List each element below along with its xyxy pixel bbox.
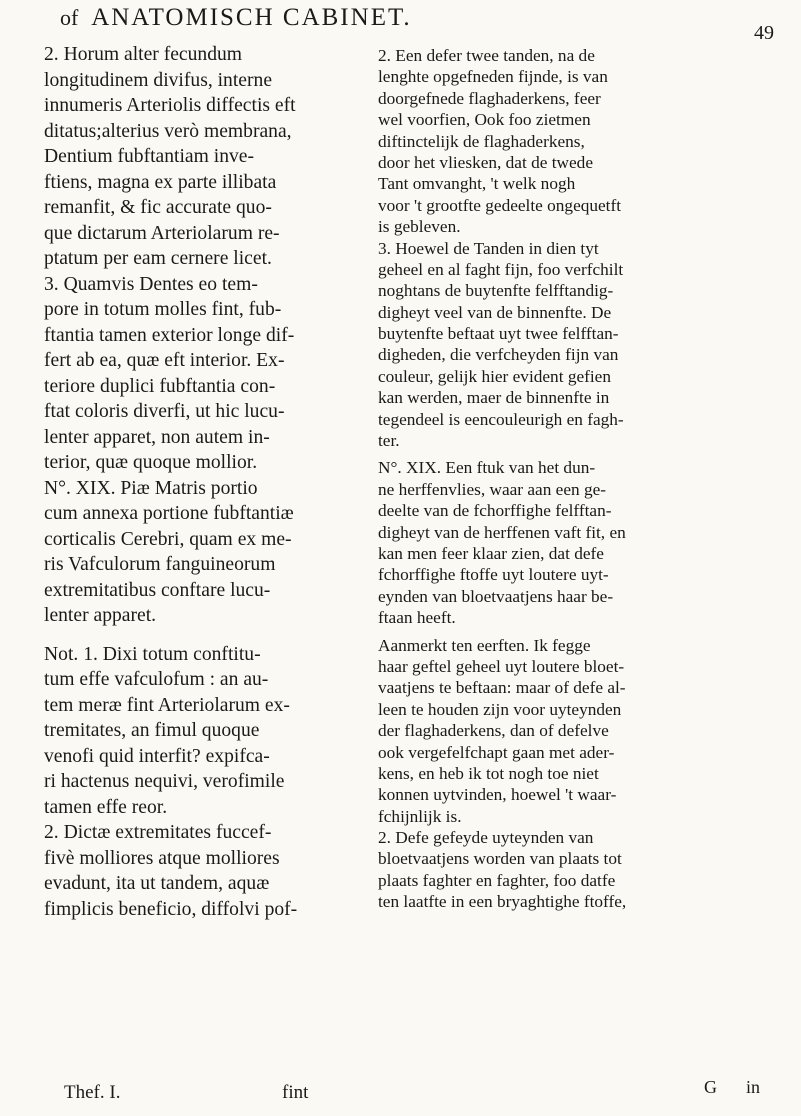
text-line: leen te houden zijn voor uyteynden — [378, 699, 622, 719]
dutch-paragraph — [378, 827, 763, 913]
text-line: digheyt van de herffenen vaft fit, en — [378, 522, 626, 542]
text-line: fchorffighe ftoffe uyt loutere uyt- — [378, 565, 609, 585]
text-line: tem meræ fint Arteriolarum ex- — [44, 694, 290, 716]
paragraph-gap — [44, 629, 366, 642]
text-line: plaats faghter en faghter, foo datfe — [378, 870, 616, 890]
text-line: konnen uytvinden, hoewel 't waar- — [378, 785, 617, 805]
text-line: longitudinem divifus, interne — [44, 69, 273, 91]
text-line: innumeris Arteriolis diffectis eft — [44, 95, 296, 116]
text-line: geheel en al faght fijn, foo verfchilt — [378, 259, 624, 279]
text-line: buytenfte beftaat uyt twee felfftan- — [378, 324, 619, 344]
text-line: Tant omvanght, 't welk nogh — [378, 174, 576, 194]
text-line: 2. Defe gefeyde uyteynden van — [378, 828, 594, 848]
text-line: 3. Quamvis Dentes eo tem- — [44, 273, 258, 295]
dutch-paragraph — [378, 238, 763, 452]
latin-paragraph — [44, 42, 366, 272]
text-line: ftat coloris diverfi, ut hic lucu- — [44, 401, 285, 422]
text-line: ditatus;alterius verò membrana, — [44, 120, 292, 142]
text-line: ftaan heeft. — [378, 608, 456, 628]
page-number: 49 — [754, 22, 774, 44]
text-line: ftantia tamen exterior longe dif- — [44, 324, 295, 346]
text-line: remanfit, & fic accurate quo- — [44, 197, 272, 218]
text-line: corticalis Cerebri, quam ex me- — [44, 528, 292, 550]
text-line: fivè molliores atque molliores — [44, 847, 280, 869]
signature-mark: G — [704, 1077, 717, 1097]
text-line: fert ab ea, quæ eft interior. Ex- — [44, 350, 285, 371]
signature-mark: Thef. I. — [64, 1082, 121, 1103]
text-line: Dentium fubftantiam inve- — [44, 146, 255, 167]
text-line: voor 't grootfte gedeelte ongequetft — [378, 195, 622, 215]
dutch-paragraph — [378, 457, 763, 628]
text-line: diftinctelijk de flaghaderkens, — [378, 131, 585, 151]
text-line: 2. Dictæ extremitates fuccef- — [44, 822, 272, 843]
dutch-paragraph — [378, 45, 763, 238]
text-line: haar geftel geheel uyt loutere bloet- — [378, 656, 625, 676]
text-line: tremitates, an fimul quoque — [44, 720, 260, 741]
text-line: ris Vafculorum fanguineorum — [44, 554, 276, 575]
text-line: evadunt, ita ut tandem, aquæ — [44, 873, 270, 894]
running-head-prefix: of — [60, 5, 79, 30]
text-line: wel voorfien, Ook foo zietmen — [378, 110, 591, 130]
text-line: terior, quæ quoque mollior. — [44, 452, 258, 473]
text-line: teriore duplici fubftantia con- — [44, 375, 276, 397]
text-line: tamen effe reor. — [44, 796, 168, 818]
text-line: ri hactenus nequivi, verofimile — [44, 771, 285, 792]
text-line: cum annexa portione fubftantiæ — [44, 503, 294, 524]
text-line: door het vliesken, dat de twede — [378, 152, 593, 172]
text-line: 3. Hoewel de Tanden in dien tyt — [378, 238, 599, 258]
text-line: fimplicis beneficio, diffolvi pof- — [44, 898, 298, 920]
text-line: noghtans de buytenfte felfftandig- — [378, 281, 614, 301]
text-line: extremitatibus conftare lucu- — [44, 579, 271, 601]
text-line: N°. XIX. Piæ Matris portio — [44, 477, 258, 499]
text-line: venofi quid interfit? expifca- — [44, 745, 270, 767]
text-line: fchijnlijk is. — [378, 806, 462, 826]
latin-paragraph — [44, 272, 366, 476]
text-line: digheden, die verfcheyden fijn van — [378, 345, 619, 365]
latin-paragraph — [44, 476, 366, 629]
text-line: tum effe vafculofum : an au- — [44, 669, 269, 690]
text-line: kens, en heb ik tot nogh toe niet — [378, 763, 599, 783]
text-line: kan men feer klaar zien, dat defe — [378, 543, 604, 563]
text-line: lenter apparet. — [44, 605, 157, 626]
text-line: que dictarum Arteriolarum re- — [44, 222, 280, 244]
text-line: lenghte opgefneden fijnde, is van — [378, 67, 608, 87]
text-line: tegendeel is eencouleurigh en fagh- — [378, 409, 624, 429]
text-line: ftiens, magna ex parte illibata — [44, 171, 277, 193]
text-line: der flaghaderkens, dan of defelve — [378, 721, 609, 741]
text-line: ter. — [378, 431, 400, 451]
text-line: ne herffenvlies, waar aan een ge- — [378, 479, 607, 499]
running-head-title: ANATOMISCH CABINET. — [91, 4, 412, 31]
text-line: couleur, gelijk hier evident gefien — [378, 366, 611, 386]
text-line: pore in totum molles fint, fub- — [44, 299, 282, 320]
text-line: ook vergefelfchapt gaan met ader- — [378, 742, 615, 762]
text-line: bloetvaatjens worden van plaats tot — [378, 849, 622, 869]
text-line: kan werden, maer de binnenfte in — [378, 388, 610, 408]
dutch-paragraph — [378, 635, 763, 828]
text-line: deelte van de fchorffighe felfftan- — [378, 501, 612, 521]
text-line: doorgefnede flaghaderkens, feer — [378, 88, 601, 108]
catchword: in — [746, 1077, 761, 1097]
text-line: 2. Horum alter fecundum — [44, 44, 243, 65]
text-line: digheyt veel van de binnenfte. De — [378, 302, 612, 322]
text-line: 2. Een defer twee tanden, na de — [378, 46, 595, 65]
text-line: lenter apparet, non autem in- — [44, 426, 270, 448]
text-line: Not. 1. Dixi totum conftitu- — [44, 643, 261, 665]
running-head — [60, 4, 780, 32]
text-line: ptatum per eam cernere licet. — [44, 248, 272, 269]
latin-column — [44, 42, 366, 922]
text-line: Aanmerkt ten eerften. Ik fegge — [378, 635, 591, 655]
catchword: fint — [282, 1082, 309, 1103]
latin-paragraph — [44, 642, 366, 821]
text-line: vaatjens te beftaan: maar of defe al- — [378, 678, 626, 698]
text-line: N°. XIX. Een ftuk van het dun- — [378, 458, 596, 478]
text-line: eynden van bloetvaatjens haar be- — [378, 586, 614, 606]
latin-paragraph — [44, 820, 366, 922]
text-line: ten laatfte in een bryaghtighe ftoffe, — [378, 892, 627, 912]
text-line: is gebleven. — [378, 217, 461, 237]
dutch-column — [378, 45, 763, 913]
